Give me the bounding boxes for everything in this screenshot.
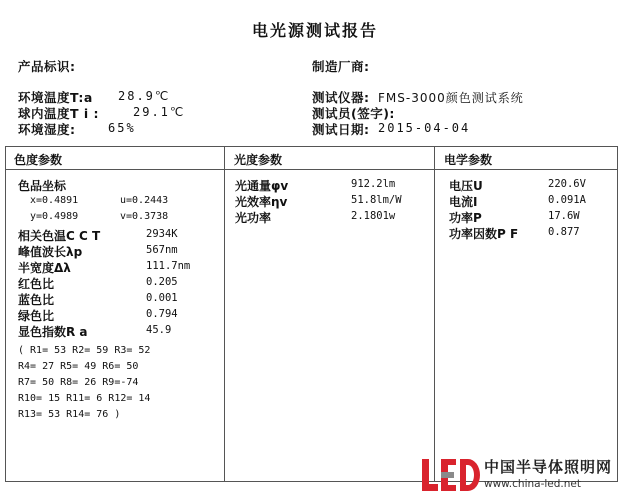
elec-section-title: 电学参数 (444, 153, 493, 167)
r-values-line: R4= 27 R5= 49 R6= 50 (18, 361, 139, 372)
red-ratio-value: 0.205 (146, 276, 178, 288)
voltage-value: 220.6V (548, 178, 586, 190)
instrument-value: FMS-3000颜色测试系统 (378, 91, 524, 105)
power-factor-label: 功率因数P F (449, 227, 519, 241)
luminous-efficacy-label: 光效率ηv (235, 195, 288, 209)
power-value: 17.6W (548, 210, 580, 222)
china-led-logo (420, 455, 630, 495)
tester-label: 测试员(签字): (312, 106, 395, 121)
cct-label: 相关色温C C T (18, 229, 101, 243)
ball-temp-label: 球内温度T i : (18, 106, 100, 121)
blue-ratio-label: 蓝色比 (18, 293, 55, 307)
color-section-title: 色度参数 (14, 153, 63, 167)
current-value: 0.091A (548, 194, 586, 206)
coord-v: v=0.3738 (120, 211, 169, 222)
green-ratio-label: 绿色比 (18, 309, 55, 323)
humidity-label: 环境湿度: (18, 122, 76, 137)
peak-wavelength-label: 峰值波长λp (18, 245, 83, 259)
column-divider (224, 147, 225, 481)
optical-power-value: 2.1801w (351, 210, 396, 222)
coord-y: y=0.4989 (30, 211, 79, 222)
red-ratio-label: 红色比 (18, 277, 55, 291)
blue-ratio-value: 0.001 (146, 292, 178, 304)
r-values-line: R7= 50 R8= 26 R9=-74 (18, 377, 139, 388)
chromaticity-coord-label: 色品坐标 (18, 179, 67, 193)
report-title: 电光源测试报告 (251, 21, 378, 40)
env-temp-value: 28.9℃ (118, 89, 171, 103)
half-width-value: 111.7nm (146, 260, 191, 272)
optical-power-label: 光功率 (235, 211, 272, 225)
power-label: 功率P (449, 211, 482, 225)
manufacturer-label: 制造厂商: (312, 59, 370, 74)
r-values-line: R13= 53 R14= 76 ) (18, 409, 121, 420)
env-temp-label: 环境温度T:a (18, 90, 93, 105)
photo-section-title: 光度参数 (234, 153, 283, 167)
voltage-label: 电压U (449, 179, 483, 193)
luminous-flux-label: 光通量φv (235, 179, 289, 193)
cct-value: 2934K (146, 228, 178, 240)
luminous-flux-value: 912.2lm (351, 178, 396, 190)
coord-x: x=0.4891 (30, 195, 79, 206)
peak-wavelength-value: 567nm (146, 244, 178, 256)
humidity-value: 65% (108, 121, 136, 135)
r-values-line: R10= 15 R11= 6 R12= 14 (18, 393, 151, 404)
product-id-label: 产品标识: (18, 59, 76, 74)
power-factor-value: 0.877 (548, 226, 580, 238)
luminous-efficacy-value: 51.8lm/W (351, 194, 402, 206)
date-value: 2015-04-04 (378, 121, 471, 135)
green-ratio-value: 0.794 (146, 308, 178, 320)
date-label: 测试日期: (312, 122, 370, 137)
cri-label: 显色指数R a (18, 325, 88, 339)
led-logo-icon (420, 455, 480, 495)
instrument-label: 测试仪器: (312, 90, 370, 105)
cri-value: 45.9 (146, 324, 172, 336)
coord-u: u=0.2443 (120, 195, 169, 206)
ball-temp-value: 29.1℃ (133, 105, 186, 119)
results-table (5, 146, 618, 482)
current-label: 电流I (449, 195, 478, 209)
r-values-line: ( R1= 53 R2= 59 R3= 52 (18, 345, 151, 356)
half-width-label: 半宽度Δλ (18, 261, 71, 275)
header-divider (6, 169, 617, 170)
logo-site-url: www.china-led.net (484, 478, 581, 490)
column-divider (434, 147, 435, 481)
logo-site-name: 中国半导体照明网 (484, 458, 613, 476)
